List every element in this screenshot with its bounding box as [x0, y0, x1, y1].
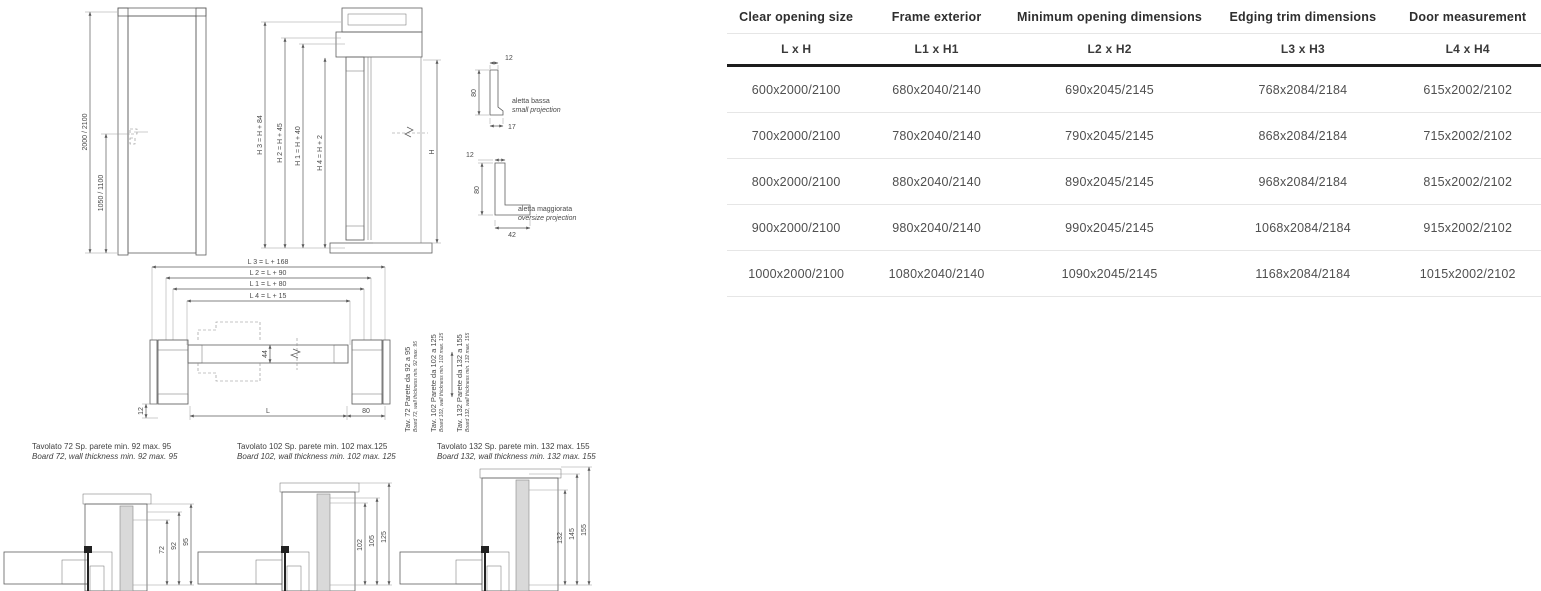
- dim-12: 12: [466, 152, 474, 159]
- dim-l: L: [266, 408, 270, 415]
- detail-title-en: Board 102, wall thickness min. 102 max. 125: [237, 452, 396, 461]
- horizontal-section: [138, 259, 471, 432]
- dim-h2: H 2 = H + 45: [277, 123, 284, 163]
- board-102-label: Tav. 102 Parete da 102 a 125: [429, 334, 438, 432]
- table-cell: 990x2045/2145: [1065, 220, 1154, 235]
- dim-42: 42: [508, 232, 516, 239]
- table-cell: 768x2084/2184: [1258, 82, 1348, 97]
- door-leaf-plan: [4, 552, 88, 584]
- dim-h4: H 4 = H + 2: [317, 135, 324, 171]
- dim-17: 17: [508, 124, 516, 131]
- column-subtitle: L3 x H3: [1280, 42, 1325, 56]
- table-cell: 1090x2045/2145: [1061, 266, 1158, 281]
- frame-jamb-section: [346, 57, 364, 240]
- table-row: [727, 205, 1541, 251]
- frame-jamb-right: [196, 8, 206, 255]
- leaf-strip: [120, 506, 133, 591]
- dim-12: 12: [505, 55, 513, 62]
- detail-tavolato-132: [400, 442, 596, 591]
- table-cell: 815x2002/2102: [1423, 174, 1513, 189]
- door-leaf-plan: [400, 552, 482, 584]
- table-cell: 915x2002/2102: [1423, 220, 1513, 235]
- dim-95: 95: [183, 538, 190, 546]
- dim-h: H: [429, 149, 436, 155]
- table-cell: 968x2084/2184: [1258, 174, 1348, 189]
- table-header-row: [727, 0, 1541, 34]
- dim-l2: L 2 = L + 90: [249, 270, 287, 277]
- leaf-strip: [317, 494, 330, 591]
- table-cell: 1080x2040/2140: [888, 266, 985, 281]
- column-title: Edging trim dimensions: [1229, 9, 1377, 24]
- column-title: Door measurement: [1409, 9, 1527, 24]
- dim-h1: H 1 = H + 40: [295, 126, 302, 166]
- table-cell: 680x2040/2140: [892, 82, 981, 97]
- dim-155: 155: [581, 524, 588, 536]
- dim-105: 105: [369, 535, 376, 547]
- board-72-label: Tav. 72 Parete da 92 a 95: [403, 346, 412, 432]
- detail-title-it: Tavolato 72 Sp. parete min. 92 max. 95: [32, 442, 172, 451]
- leaf-strip: [516, 480, 529, 591]
- detail-title-it: Tavolato 132 Sp. parete min. 132 max. 155: [437, 442, 590, 451]
- size-table: [727, 0, 1541, 297]
- door-leaf-plan: [198, 552, 282, 584]
- hinge-mark: [481, 546, 489, 553]
- detail-title-en: Board 72, wall thickness min. 92 max. 95: [32, 452, 178, 461]
- table-row: [727, 251, 1541, 297]
- table-cell: 980x2040/2140: [892, 220, 981, 235]
- board-132-label-en: Board 132, wall thickness min. 132 max. 155: [465, 332, 471, 432]
- board-102-label-en: Board 102, wall thickness min. 102 max. 125: [439, 332, 445, 432]
- dim-handle-height: 1050 / 1100: [98, 174, 105, 212]
- floor-slab: [330, 243, 432, 253]
- table-cell: 600x2000/2100: [751, 82, 841, 97]
- hinge-mark: [84, 546, 92, 553]
- trim-profile: [490, 70, 503, 115]
- column-subtitle: L x H: [781, 42, 812, 56]
- lock-plate: [130, 138, 135, 144]
- table-cell: 900x2000/2100: [751, 220, 841, 235]
- table-cell: 715x2002/2102: [1423, 128, 1513, 143]
- table-cell: 1000x2000/2100: [748, 266, 845, 281]
- dim-l3: L 3 = L + 168: [247, 259, 289, 266]
- board-132-label: Tav. 132 Parete da 132 a 155: [455, 334, 464, 432]
- table-cell: 615x2002/2102: [1423, 82, 1513, 97]
- detail-title-en: Board 132, wall thickness min. 132 max. 155: [437, 452, 596, 461]
- dim-72: 72: [159, 546, 166, 554]
- small-projection-detail: [471, 55, 561, 131]
- dim-145: 145: [569, 528, 576, 540]
- board-72-label-en: Board 72, wall thickness min. 92 max. 95: [413, 341, 419, 432]
- frame-head: [118, 8, 206, 16]
- oversize-projection-detail: [466, 152, 576, 239]
- technical-drawings: [0, 0, 740, 591]
- detail-tavolato-72: [4, 442, 194, 591]
- dim-l4: L 4 = L + 15: [249, 293, 287, 300]
- hinge-mark: [281, 546, 289, 553]
- dim-l1: L 1 = L + 80: [249, 281, 287, 288]
- dim-door-height: 2000 / 2100: [82, 113, 89, 151]
- dim-102: 102: [357, 539, 364, 551]
- table-cell: 868x2084/2184: [1258, 128, 1348, 143]
- dim-132: 132: [557, 532, 564, 544]
- column-subtitle: L2 x H2: [1087, 42, 1132, 56]
- wall-left: [158, 340, 188, 404]
- table-cell: 690x2045/2145: [1065, 82, 1154, 97]
- lintel: [342, 8, 422, 32]
- table-cell: 880x2040/2140: [892, 174, 981, 189]
- dim-125: 125: [381, 531, 388, 543]
- dim-44: 44: [262, 350, 269, 358]
- frame-jamb-left: [118, 8, 128, 255]
- column-title: Minimum opening dimensions: [1017, 9, 1203, 24]
- label-aletta-maggiorata: aletta maggiorata: [518, 206, 573, 213]
- dim-80: 80: [474, 186, 481, 194]
- table-row: [727, 113, 1541, 159]
- door-elevation: [82, 8, 206, 255]
- label-aletta-bassa: aletta bassa: [512, 98, 550, 105]
- detail-title-it: Tavolato 102 Sp. parete min. 102 max.125: [237, 442, 388, 451]
- table-row: [727, 67, 1541, 113]
- vertical-section: [257, 8, 441, 253]
- dim-92: 92: [171, 542, 178, 550]
- table-cell: 1068x2084/2184: [1254, 220, 1351, 235]
- handle: [130, 129, 137, 134]
- dim-80: 80: [362, 408, 370, 415]
- label-small-projection: small projection: [512, 107, 561, 114]
- table-cell: 800x2000/2100: [751, 174, 841, 189]
- column-title: Clear opening size: [739, 9, 854, 24]
- table-subheader-row: [727, 34, 1541, 64]
- detail-tavolato-102: [198, 442, 396, 591]
- break-symbol: [405, 127, 413, 137]
- table-row: [727, 159, 1541, 205]
- label-oversize-projection: oversize projection: [518, 215, 577, 222]
- door-leaf: [128, 16, 196, 253]
- wall-section: [85, 504, 147, 591]
- column-title: Frame exterior: [891, 9, 982, 24]
- table-cell: 890x2045/2145: [1065, 174, 1154, 189]
- break-symbol: [291, 349, 300, 358]
- dim-h3: H 3 = H + 84: [257, 115, 264, 155]
- edging-trim-right: [383, 340, 390, 404]
- column-subtitle: L4 x H4: [1445, 42, 1490, 56]
- wall-right: [352, 340, 382, 404]
- edging-trim-left: [150, 340, 157, 404]
- dim-80: 80: [471, 89, 478, 97]
- table-cell: 1168x2084/2184: [1255, 266, 1351, 281]
- table-cell: 1015x2002/2102: [1419, 266, 1516, 281]
- table-cell: 780x2040/2140: [892, 128, 981, 143]
- column-subtitle: L1 x H1: [914, 42, 959, 56]
- table-cell: 790x2045/2145: [1065, 128, 1154, 143]
- dim-12: 12: [138, 407, 145, 415]
- table-cell: 700x2000/2100: [751, 128, 841, 143]
